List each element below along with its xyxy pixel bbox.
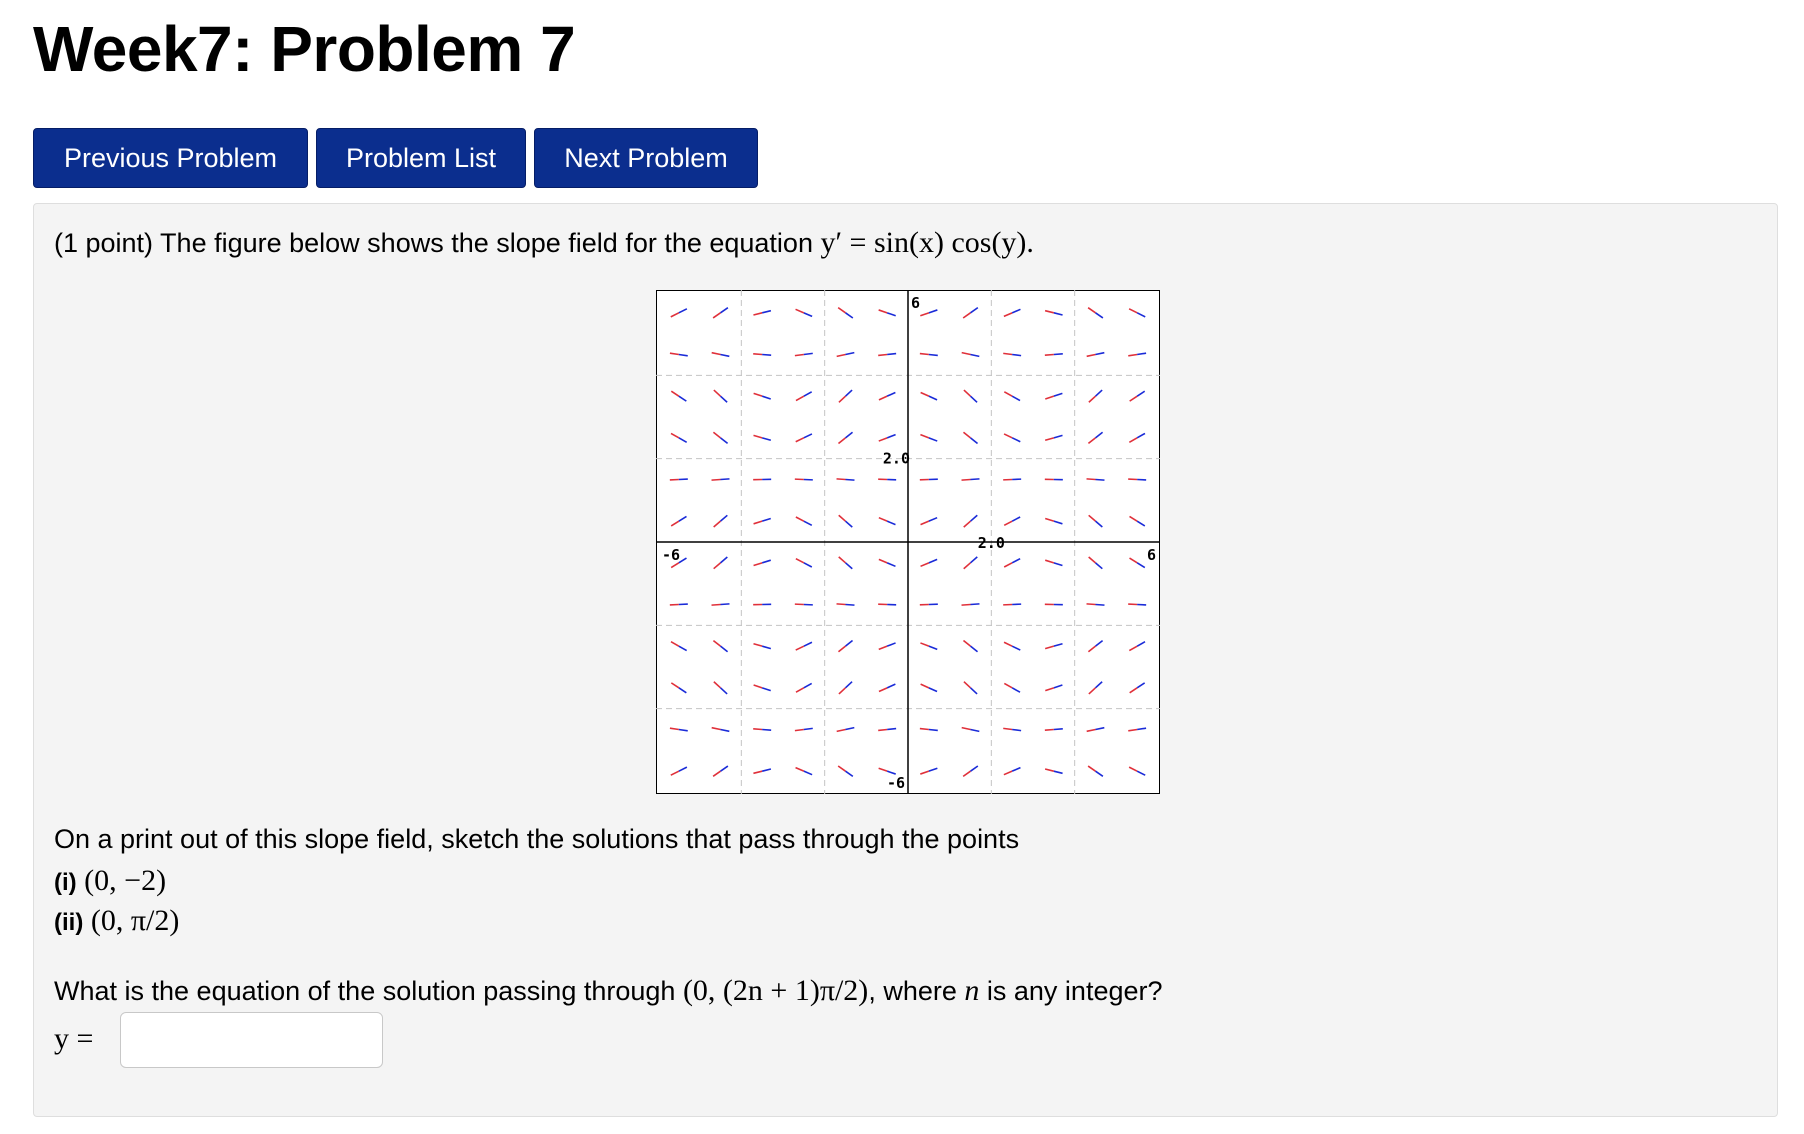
question-tail: is any integer? [986,976,1163,1006]
slope-segment [762,355,771,356]
slope-segment [971,604,980,605]
answer-input[interactable] [120,1012,383,1068]
slope-segment [846,605,855,606]
point-i [54,864,166,898]
slope-segment-tail [753,354,762,355]
point-ii-value: (0, π/2) [90,904,180,937]
slope-segment-tail [1087,604,1096,605]
question-var: n [964,974,980,1007]
answer-label: y = [54,1022,94,1055]
slope-segment-tail [878,730,887,731]
slope-segment-tail [1087,479,1096,480]
previous-problem-button[interactable]: Previous Problem [33,128,308,188]
instruction-text: On a print out of this slope field, sketch the solutions that pass through the points [54,824,1020,854]
point-ii-label: (ii) [54,909,84,936]
slope-segment [1012,730,1021,731]
slope-segment-tail [962,605,971,606]
slope-segment-tail [1003,353,1012,354]
slope-segment-tail [920,729,929,730]
problem-list-button[interactable]: Problem List [316,128,526,188]
slope-segment [1054,729,1063,730]
slope-segment [721,479,730,480]
slope-segment-tail [1003,728,1012,729]
question-text: What is the equation of the solution passing through [54,976,676,1006]
problem-intro [54,226,1034,260]
slope-field-figure [656,290,1160,794]
tick-label-y-max: 6 [911,294,921,312]
tick-label-y-mid: 2.0 [882,449,910,468]
tick-label-x-mid: 2.0 [977,534,1005,552]
equation: y′ = sin(x) cos(y). [820,226,1034,259]
intro-text: (1 point) The figure below shows the slope field for the equation [54,228,813,258]
problem-navigation [33,128,758,188]
slope-segment-tail [920,354,929,355]
slope-segment [929,730,938,731]
slope-segment [1096,480,1105,481]
page-title: Week7: Problem 7 [33,13,576,85]
slope-segment [971,479,980,480]
slope-segment-tail [1045,355,1054,356]
tick-label-x-max: 6 [1146,546,1156,564]
slope-segment [762,730,771,731]
question [54,974,1163,1008]
next-problem-button[interactable]: Next Problem [534,128,758,188]
slope-segment-tail [712,480,721,481]
slope-segment [1096,605,1105,606]
tick-label-x-min: -6 [662,546,681,564]
question-point: (0, (2n + 1)π/2) [682,974,869,1007]
slope-segment-tail [837,479,846,480]
slope-segment-tail [712,605,721,606]
slope-segment [804,353,813,354]
slope-segment-tail [1045,730,1054,731]
slope-segment [887,354,896,355]
slope-segment [1012,355,1021,356]
slope-segment [846,480,855,481]
slope-segment [1054,354,1063,355]
question-suffix: , where [868,976,957,1006]
slope-segment-tail [795,355,804,356]
slope-segment-tail [753,729,762,730]
point-i-value: (0, −2) [84,864,167,897]
tick-label-y-min: -6 [886,774,905,792]
slope-segment [721,604,730,605]
point-ii [54,904,179,938]
slope-segment [804,728,813,729]
slope-segment [887,729,896,730]
slope-segment-tail [962,480,971,481]
slope-segment-tail [795,730,804,731]
point-i-label: (i) [54,869,77,896]
slope-segment [929,355,938,356]
problem-panel [33,203,1778,1117]
slope-segment-tail [878,355,887,356]
slope-segment-tail [837,604,846,605]
